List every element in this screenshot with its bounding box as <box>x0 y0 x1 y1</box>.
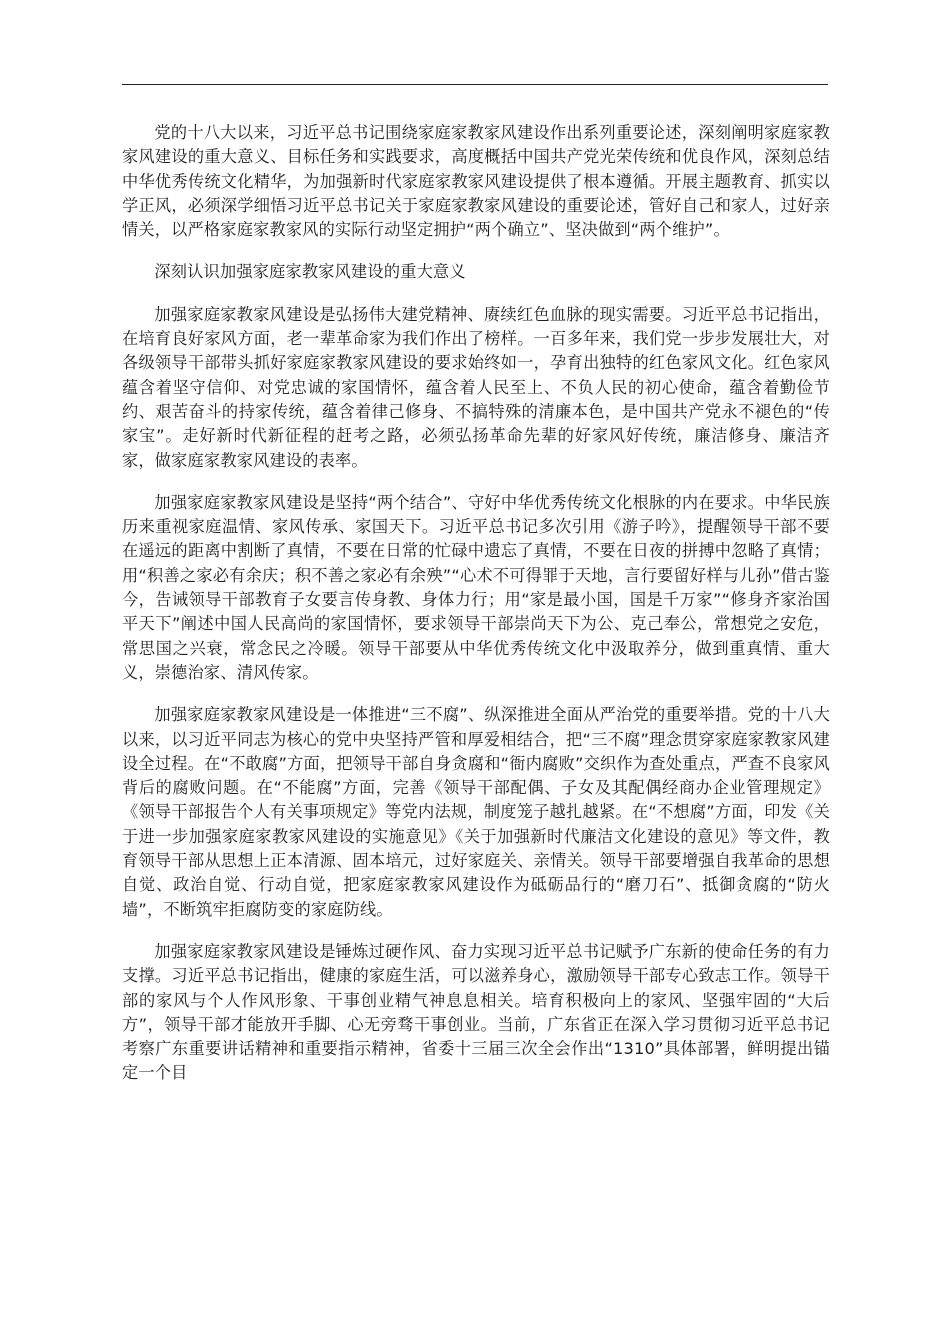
paragraph-work-style: 加强家庭家教家风建设是锤炼过硬作风、奋力实现习近平总书记赋予广东新的使命任务的有力支撑。习近平总书记指出，健康的家庭生活，可以滋养身心，激励领导干部专心致志工作。领导干部的家风与个人作风形象、干事创业精气神息息相关。培育积极向上的家风、坚强牢固的“大后方”，领导干部才能放开手脚、心无旁骛干事创业。当前，广东省正在深入学习贯彻习近平总书记考察广东重要讲话精神和重要指示精神，省委十三届三次全会作出“1310”具体部署，鲜明提出锚定一个目 <box>122 941 830 1083</box>
paragraph-three-no-corruption: 加强家庭家教家风建设是一体推进“三不腐”、纵深推进全面从严治党的重要举措。党的十八大以来，以习近平同志为核心的党中央坚持严管和厚爱相结合，把“三不腐”理念贯穿家庭家教家风建设全过程。在“不敢腐”方面，把领导干部自身贪腐和“衙内腐败”交织作为查处重点，严查不良家风背后的腐败问题。在“不能腐”方面，完善《领导干部配偶、子女及其配偶经商办企业管理规定》《领导干部报告个人有关事项规定》等党内法规，制度笼子越扎越紧。在“不想腐”方面，印发《关于进一步加强家庭家教家风建设的实施意见》《关于加强新时代廉洁文化建设的意见》等文件，教育领导干部从思想上正本清源、固本培元，过好家庭关、亲情关。领导干部要增强自我革命的思想自觉、政治自觉、行动自觉，把家庭家教家风建设作为砥砺品行的“磨刀石”、抵御贪腐的“防火墙”，不断筑牢拒腐防变的家庭防线。 <box>122 705 830 919</box>
header-rule <box>122 84 828 85</box>
document-body <box>122 121 830 1104</box>
paragraph-two-combinations: 加强家庭家教家风建设是坚持“两个结合”、守好中华优秀传统文化根脉的内在要求。中华民族历来重视家庭温情、家风传承、家国天下。习近平总书记多次引用《游子吟》，提醒领导干部不要在遥远的距离中割断了真情，不要在日常的忙碌中遗忘了真情，不要在日夜的拼搏中忽略了真情；用“积善之家必有余庆；积不善之家必有余殃”“心术不可得罪于天地，言行要留好样与儿孙”借古鉴今，告诫领导干部教育子女要言传身教、身体力行；用“家是最小国，国是千万家”“修身齐家治国平天下”阐述中国人民高尚的家国情怀，要求领导干部崇尚天下为公、克己奉公，常想党之安危，常思国之兴衰，常念民之冷暖。领导干部要从中华优秀传统文化中汲取养分，做到重真情、重大义，崇德治家、清风传家。 <box>122 492 830 682</box>
section-heading: 深刻认识加强家庭家教家风建设的重大意义 <box>154 262 466 282</box>
paragraph-red-heritage: 加强家庭家教家风建设是弘扬伟大建党精神、赓续红色血脉的现实需要。习近平总书记指出，在培育良好家风方面，老一辈革命家为我们作出了榜样。一百多年来，我们党一步步发展壮大，对各级领导干部带头抓好家庭家教家风建设的要求始终如一，孕育出独特的红色家风文化。红色家风蕴含着坚守信仰、对党忠诚的家国情怀，蕴含着人民至上、不负人民的初心使命，蕴含着勤俭节约、艰苦奋斗的持家传统，蕴含着律己修身、不搞特殊的清廉本色，是中国共产党永不褪色的“传家宝”。走好新时代新征程的赶考之路，必须弘扬革命先辈的好家风好传统，廉洁修身、廉洁齐家，做家庭家教家风建设的表率。 <box>122 304 830 470</box>
paragraph-intro: 党的十八大以来，习近平总书记围绕家庭家教家风建设作出系列重要论述，深刻阐明家庭家教家风建设的重大意义、目标任务和实践要求，高度概括中国共产党光荣传统和优良作风，深刻总结中华优秀传统文化精华，为加强新时代家庭家教家风建设提供了根本遵循。开展主题教育、抓实以学正风，必须深学细悟习近平总书记关于家庭家教家风建设的重要论述，管好自己和家人，过好亲情关，以严格家庭家教家风的实际行动坚定拥护“两个确立”、坚决做到“两个维护”。 <box>122 123 830 240</box>
